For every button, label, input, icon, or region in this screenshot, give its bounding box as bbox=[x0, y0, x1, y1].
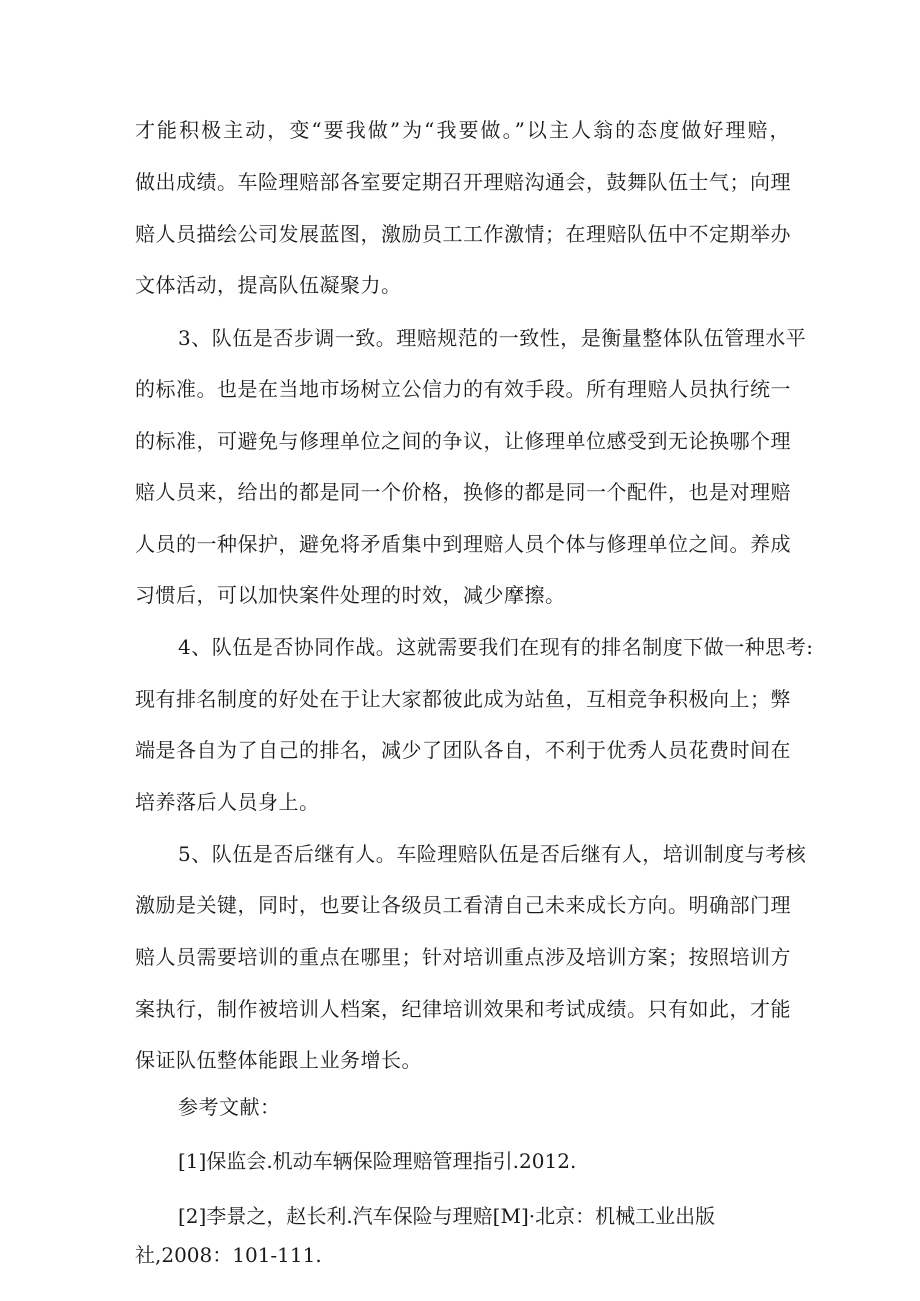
paragraph-line: 培养落后人员身上。 bbox=[135, 790, 320, 814]
paragraph-line: 的标准，可避免与修理单位之间的争议，让修理单位感受到无论换哪个理 bbox=[135, 429, 791, 453]
paragraph-line: 赔人员描绘公司发展蓝图，激励员工工作激情；在理赔队伍中不定期举办 bbox=[135, 222, 791, 246]
paragraph-line: 文体活动，提高队伍凝聚力。 bbox=[135, 273, 402, 297]
paragraph-line: 才能积极主动，变“要我做”为“我要做。”以主人翁的态度做好理赔， bbox=[135, 118, 790, 142]
paragraph-line: 端是各自为了自己的排名，减少了团队各自，不利于优秀人员花费时间在 bbox=[135, 738, 791, 762]
reference-item: [1]保监会.机动车辆保险理赔管理指引.2012. bbox=[178, 1149, 577, 1173]
paragraph-line: 赔人员需要培训的重点在哪里；针对培训重点涉及培训方案；按照培训方 bbox=[135, 945, 791, 969]
paragraph-line: 案执行，制作被培训人档案，纪律培训效果和考试成绩。只有如此，才能 bbox=[135, 997, 791, 1021]
reference-item: [2]李景之，赵长利.汽车保险与理赔[M]·北京：机械工业出版 bbox=[178, 1204, 716, 1228]
paragraph-line: 赔人员来，给出的都是同一个价格，换修的都是同一个配件，也是对理赔 bbox=[135, 480, 791, 504]
paragraph-line: 保证队伍整体能跟上业务增长。 bbox=[135, 1048, 422, 1072]
paragraph-line: 习惯后，可以加快案件处理的时效，减少摩擦。 bbox=[135, 583, 566, 607]
paragraph-line: 3、队伍是否步调一致。理赔规范的一致性，是衡量整体队伍管理水平 bbox=[178, 326, 807, 350]
paragraph-line: 人员的一种保护，避免将矛盾集中到理赔人员个体与修理单位之间。养成 bbox=[135, 532, 791, 556]
paragraph-line: 5、队伍是否后继有人。车险理赔队伍是否后继有人，培训制度与考核 bbox=[178, 842, 807, 866]
paragraph-line: 现有排名制度的好处在于让大家都彼此成为站鱼，互相竞争积极向上；弊 bbox=[135, 687, 791, 711]
reference-item: 社,2008：101-111. bbox=[135, 1243, 322, 1267]
paragraph-line: 的标准。也是在当地市场树立公信力的有效手段。所有理赔人员执行统一 bbox=[135, 377, 791, 401]
paragraph-line: 做出成绩。车险理赔部各室要定期召开理赔沟通会，鼓舞队伍士气；向理 bbox=[135, 170, 791, 194]
paragraph-line: 激励是关键，同时，也要让各级员工看清自己未来成长方向。明确部门理 bbox=[135, 893, 791, 917]
paragraph-line: 4、队伍是否协同作战。这就需要我们在现有的排名制度下做一种思考: bbox=[178, 635, 814, 659]
references-title: 参考文献： bbox=[178, 1095, 281, 1119]
